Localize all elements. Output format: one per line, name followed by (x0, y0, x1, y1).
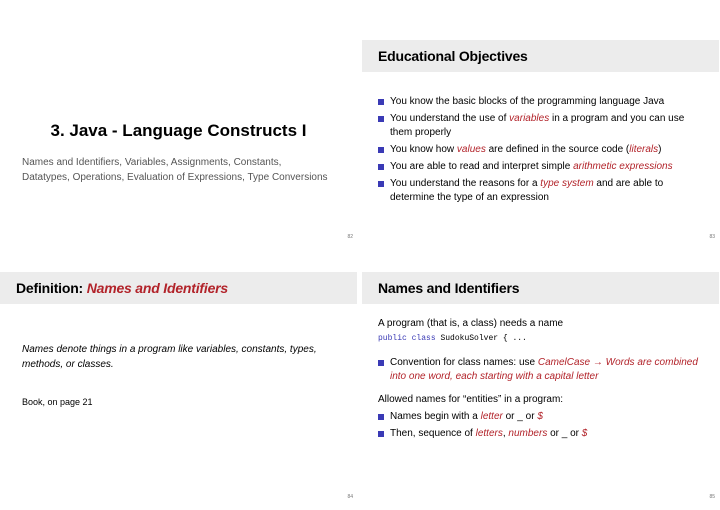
slide-title (0, 0, 357, 250)
rules-list (378, 410, 708, 444)
slide-header-title: Definition: Names and Identifiers (16, 280, 228, 296)
book-reference: Book, on page 21 (22, 397, 93, 407)
slide-header (362, 272, 719, 304)
bullet-square-icon (378, 414, 384, 420)
bullet-square-icon (378, 360, 384, 366)
slide-header-title: Names and Identifiers (378, 280, 520, 296)
bullet-square-icon (378, 164, 384, 170)
bullet-square-icon (378, 181, 384, 187)
list-item: Names begin with a letter or _ or $ (378, 410, 708, 424)
page-number: 82 (347, 234, 353, 240)
objectives-list (378, 95, 708, 208)
slide-objectives (362, 0, 719, 250)
bullet-square-icon (378, 99, 384, 105)
definition-text: Names denote things in a program like variables, constants, types, methods, or classes. (22, 344, 317, 370)
code-snippet: public class SudokuSolver { ... (378, 334, 527, 343)
lecture-title: 3. Java - Language Constructs I (50, 121, 307, 140)
list-item: Then, sequence of letters, numbers or _ or $ (378, 427, 708, 441)
intro-text: A program (that is, a class) needs a name (378, 318, 564, 329)
slide-header-title: Educational Objectives (378, 48, 528, 64)
slide-definition (0, 260, 357, 510)
list-item: You understand the use of variables in a program and you can use them properly (378, 112, 708, 140)
bullet-square-icon (378, 431, 384, 437)
slide-header (0, 272, 357, 304)
convention-list (378, 356, 708, 387)
list-item: You know the basic blocks of the programming language Java (378, 95, 708, 109)
page-number: 84 (347, 494, 353, 500)
slide-header (362, 40, 719, 72)
bullet-square-icon (378, 147, 384, 153)
list-item: You understand the reasons for a type system and are able to determine the type of an expression (378, 177, 708, 205)
list-item: You know how values are defined in the source code (literals) (378, 143, 708, 157)
lecture-subtitle: Names and Identifiers, Variables, Assignments, Constants, Datatypes, Operations, Evaluation of Expressions, Type Conversions (22, 157, 328, 183)
slide-names-identifiers (362, 260, 719, 510)
bullet-square-icon (378, 116, 384, 122)
page-number: 83 (709, 234, 715, 240)
list-item: Convention for class names: use CamelCase → Words are combined into one word, each starting with a capital letter (378, 356, 708, 384)
allowed-names-text: Allowed names for “entities” in a program: (378, 394, 564, 405)
page-number: 85 (709, 494, 715, 500)
list-item: You are able to read and interpret simple arithmetic expressions (378, 160, 708, 174)
